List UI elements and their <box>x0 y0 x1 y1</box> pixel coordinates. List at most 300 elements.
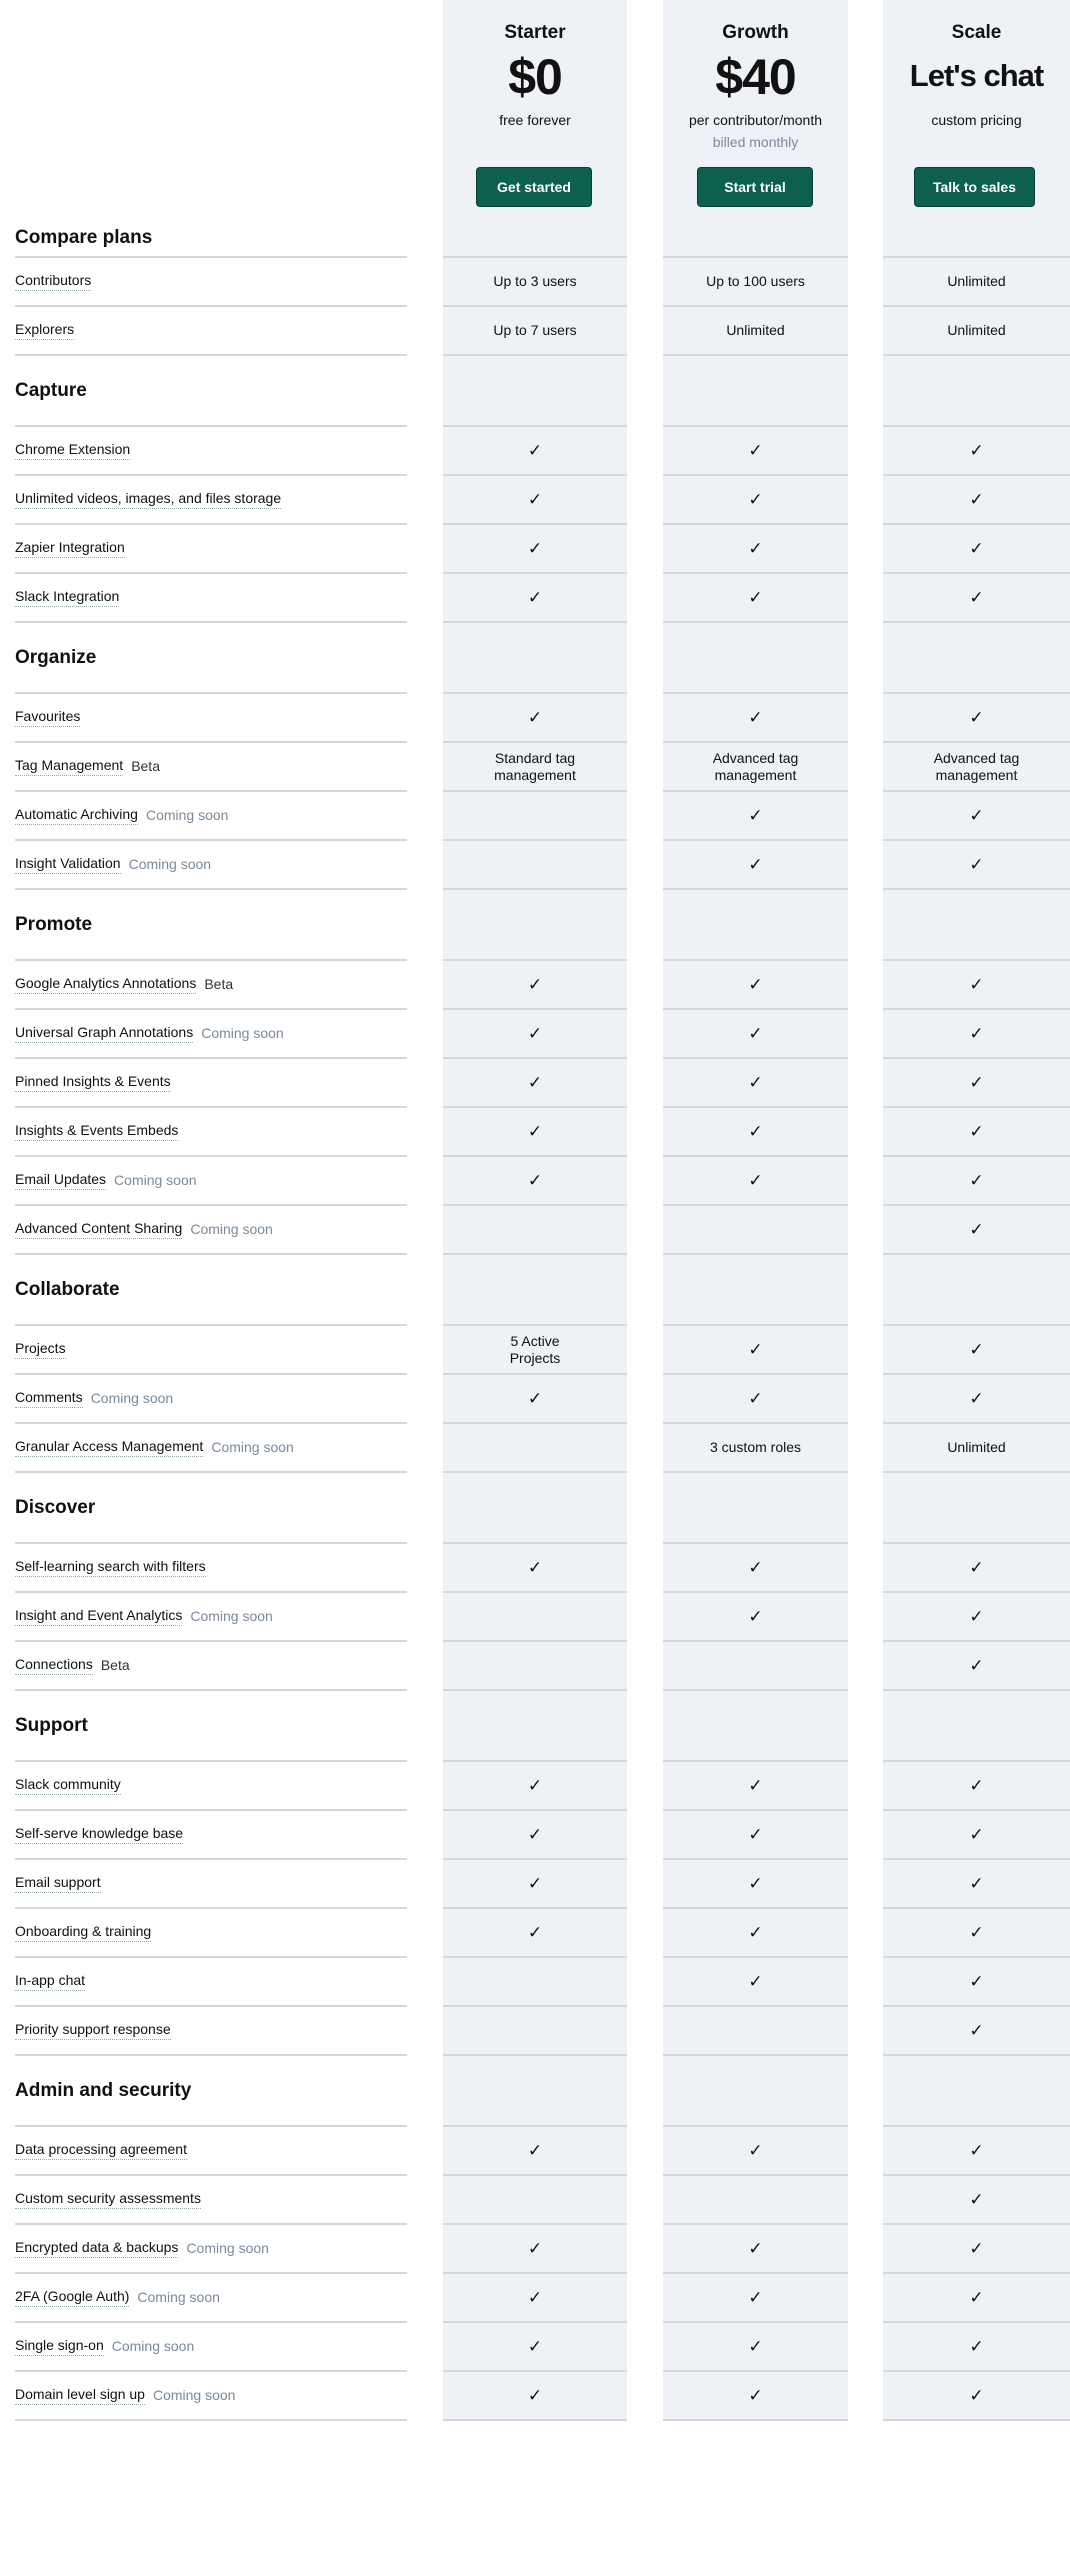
plan-value-scale <box>883 2176 1070 2225</box>
plan-value-starter <box>443 307 627 356</box>
feature-label <box>15 1860 407 1909</box>
feature-label <box>15 1544 407 1593</box>
plan-value-growth <box>663 476 848 525</box>
feature-name[interactable]: Tag Management <box>15 757 123 776</box>
check-icon: ✓ <box>969 588 984 607</box>
feature-name[interactable]: Pinned Insights & Events <box>15 1073 171 1092</box>
plan-price: $40 <box>715 49 796 105</box>
plan-value-scale <box>883 1010 1070 1059</box>
plan-value-starter <box>443 743 627 792</box>
check-icon: ✓ <box>969 2021 984 2040</box>
table-row <box>0 476 1070 525</box>
feature-label <box>15 2274 407 2323</box>
table-row <box>0 1593 1070 1642</box>
check-icon: ✓ <box>969 539 984 558</box>
feature-label <box>15 2176 407 2225</box>
plan-value-starter <box>443 2274 627 2323</box>
table-row <box>0 1811 1070 1860</box>
plan-value-starter <box>443 1326 627 1375</box>
plan-name: Scale <box>951 22 1002 43</box>
plan-value-scale <box>883 1593 1070 1642</box>
plan-value-growth <box>663 1206 848 1255</box>
plan-value-scale <box>883 2323 1070 2372</box>
check-icon: ✓ <box>748 1024 763 1043</box>
feature-label <box>15 2127 407 2176</box>
value-text: Unlimited <box>947 1439 1006 1455</box>
feature-name[interactable]: Google Analytics Annotations <box>15 975 196 994</box>
plan-value-scale <box>883 574 1070 623</box>
feature-label <box>15 476 407 525</box>
plan-value-growth <box>663 427 848 476</box>
section-cell <box>883 1691 1070 1762</box>
table-row <box>0 1157 1070 1206</box>
check-icon: ✓ <box>527 1122 543 1141</box>
plan-value-scale <box>883 2127 1070 2176</box>
feature-label <box>15 1642 407 1691</box>
plan-value-scale <box>883 2225 1070 2274</box>
check-icon: ✓ <box>748 1776 763 1795</box>
check-icon: ✓ <box>969 1171 984 1190</box>
plan-value-growth <box>663 2176 848 2225</box>
section-header <box>0 1255 1070 1326</box>
table-row <box>0 427 1070 476</box>
plan-value-growth <box>663 2007 848 2056</box>
check-icon: ✓ <box>748 975 763 994</box>
plan-value-starter <box>443 841 627 890</box>
check-icon: ✓ <box>969 1923 984 1942</box>
plan-value-starter <box>443 2176 627 2225</box>
section-title: Compare plans <box>15 218 407 258</box>
table-row <box>0 1642 1070 1691</box>
get-started-button[interactable]: Get started <box>476 167 592 207</box>
feature-label <box>15 2007 407 2056</box>
plan-value-scale <box>883 1206 1070 1255</box>
check-icon: ✓ <box>527 2288 543 2307</box>
check-icon: ✓ <box>748 588 763 607</box>
feature-name[interactable]: Email Updates <box>15 1171 106 1190</box>
check-icon: ✓ <box>969 708 984 727</box>
table-row <box>0 1544 1070 1593</box>
table-row <box>0 307 1070 356</box>
table-row <box>0 2007 1070 2056</box>
check-icon: ✓ <box>527 2386 543 2405</box>
feature-label <box>15 1326 407 1375</box>
plan-value-starter <box>443 792 627 841</box>
plan-value-growth <box>663 1424 848 1473</box>
plan-value-growth <box>663 1642 848 1691</box>
plan-value-growth <box>663 1108 848 1157</box>
feature-name[interactable]: 2FA (Google Auth) <box>15 2288 129 2307</box>
feature-label <box>15 961 407 1010</box>
plan-value-growth <box>663 2372 848 2421</box>
feature-label <box>15 1593 407 1642</box>
plan-value-growth <box>663 2274 848 2323</box>
plan-value-scale <box>883 427 1070 476</box>
section-cell <box>883 890 1070 961</box>
plan-price: $0 <box>508 49 562 105</box>
section-title: Support <box>15 1691 407 1762</box>
check-icon: ✓ <box>527 2337 543 2356</box>
feature-label <box>15 1424 407 1473</box>
feature-name[interactable]: Contributors <box>15 272 91 291</box>
feature-label <box>15 427 407 476</box>
check-icon: ✓ <box>748 2337 763 2356</box>
plan-value-scale <box>883 1108 1070 1157</box>
check-icon: ✓ <box>969 1122 984 1141</box>
value-text: Unlimited <box>726 322 785 338</box>
section-cell <box>443 218 627 258</box>
feature-name[interactable]: Slack Integration <box>15 588 119 607</box>
table-row <box>0 2127 1070 2176</box>
check-icon: ✓ <box>969 1024 984 1043</box>
plan-name: Growth <box>722 22 789 43</box>
check-icon: ✓ <box>969 1656 984 1675</box>
section-cell <box>883 356 1070 427</box>
feature-name[interactable]: Insight and Event Analytics <box>15 1607 182 1626</box>
coming-soon-badge: Coming soon <box>90 1390 174 1406</box>
check-icon: ✓ <box>748 1972 763 1991</box>
table-row <box>0 1206 1070 1255</box>
plan-value-starter <box>443 1108 627 1157</box>
plan-value-starter <box>443 2127 627 2176</box>
plan-value-growth <box>663 1375 848 1424</box>
section-cell <box>883 2056 1070 2127</box>
plan-value-starter <box>443 574 627 623</box>
check-icon: ✓ <box>527 1024 543 1043</box>
feature-label <box>15 841 407 890</box>
plan-subtitle: custom pricing <box>931 112 1022 128</box>
table-row <box>0 2176 1070 2225</box>
section-header <box>0 1691 1070 1762</box>
plan-value-growth <box>663 307 848 356</box>
feature-label <box>15 2225 407 2274</box>
beta-badge: Beta <box>204 976 234 992</box>
plan-value-growth <box>663 2225 848 2274</box>
section-cell <box>663 356 848 427</box>
value-text: Up to 7 users <box>493 322 577 338</box>
plan-value-scale <box>883 694 1070 743</box>
plan-value-growth <box>663 574 848 623</box>
feature-name[interactable]: Advanced Content Sharing <box>15 1220 182 1239</box>
plan-subtitle: free forever <box>499 112 571 128</box>
feature-name[interactable]: Granular Access Management <box>15 1438 203 1457</box>
plan-value-starter <box>443 1811 627 1860</box>
plan-value-starter <box>443 1059 627 1108</box>
check-icon: ✓ <box>748 1340 763 1359</box>
table-row <box>0 1375 1070 1424</box>
feature-name[interactable]: Encrypted data & backups <box>15 2239 178 2258</box>
section-cell <box>883 1255 1070 1326</box>
table-row <box>0 525 1070 574</box>
section-cell <box>663 1691 848 1762</box>
plan-value-scale <box>883 792 1070 841</box>
feature-name[interactable]: Comments <box>15 1389 83 1408</box>
plan-value-starter <box>443 1958 627 2007</box>
feature-name[interactable]: Favourites <box>15 708 80 727</box>
check-icon: ✓ <box>969 2288 984 2307</box>
feature-label <box>15 1059 407 1108</box>
value-text: Unlimited <box>947 273 1006 289</box>
plan-value-starter <box>443 1206 627 1255</box>
plan-value-starter <box>443 1593 627 1642</box>
plan-value-starter <box>443 1544 627 1593</box>
plan-value-scale <box>883 1958 1070 2007</box>
feature-label <box>15 258 407 307</box>
feature-name[interactable]: Custom security assessments <box>15 2190 201 2209</box>
coming-soon-badge: Coming soon <box>201 1025 284 1041</box>
table-row <box>0 743 1070 792</box>
check-icon: ✓ <box>527 588 543 607</box>
coming-soon-badge: Coming soon <box>211 1439 294 1455</box>
check-icon: ✓ <box>969 975 984 994</box>
plan-value-starter <box>443 1010 627 1059</box>
plan-price: Let's chat <box>909 58 1044 93</box>
plan-value-starter <box>443 258 627 307</box>
feature-name[interactable]: Projects <box>15 1340 66 1359</box>
feature-name[interactable]: Single sign-on <box>15 2337 104 2356</box>
section-cell <box>663 623 848 694</box>
feature-label <box>15 694 407 743</box>
feature-name[interactable]: Chrome Extension <box>15 441 130 460</box>
section-cell <box>663 2056 848 2127</box>
plan-value-scale <box>883 1544 1070 1593</box>
beta-badge: Beta <box>100 1657 130 1673</box>
plan-value-growth <box>663 792 848 841</box>
feature-name[interactable]: In-app chat <box>15 1972 85 1991</box>
section-cell <box>443 1473 627 1544</box>
plan-value-scale <box>883 1059 1070 1108</box>
check-icon: ✓ <box>969 1825 984 1844</box>
feature-name[interactable]: Onboarding & training <box>15 1923 151 1942</box>
section-cell <box>443 1691 627 1762</box>
check-icon: ✓ <box>748 1073 763 1092</box>
plan-value-growth <box>663 258 848 307</box>
plan-value-scale <box>883 1375 1070 1424</box>
plan-value-starter <box>443 1762 627 1811</box>
plan-value-scale <box>883 2007 1070 2056</box>
table-row <box>0 258 1070 307</box>
check-icon: ✓ <box>527 708 543 727</box>
table-row <box>0 2323 1070 2372</box>
coming-soon-badge: Coming soon <box>111 2338 195 2354</box>
check-icon: ✓ <box>527 1389 543 1408</box>
check-icon: ✓ <box>527 1825 543 1844</box>
feature-name[interactable]: Data processing agreement <box>15 2141 187 2160</box>
plan-value-starter <box>443 961 627 1010</box>
feature-name[interactable]: Email support <box>15 1874 101 1893</box>
coming-soon-badge: Coming soon <box>190 1221 273 1237</box>
plan-value-growth <box>663 961 848 1010</box>
check-icon: ✓ <box>748 490 763 509</box>
feature-label <box>15 1909 407 1958</box>
check-icon: ✓ <box>969 1389 984 1408</box>
plan-value-scale <box>883 2274 1070 2323</box>
section-title: Collaborate <box>15 1255 407 1326</box>
feature-name[interactable]: Insight Validation <box>15 855 121 874</box>
check-icon: ✓ <box>969 1340 984 1359</box>
check-icon: ✓ <box>748 1825 763 1844</box>
coming-soon-badge: Coming soon <box>114 1172 197 1188</box>
coming-soon-badge: Coming soon <box>145 807 229 823</box>
check-icon: ✓ <box>748 2288 763 2307</box>
check-icon: ✓ <box>969 2386 984 2405</box>
value-text: Unlimited <box>947 322 1006 338</box>
check-icon: ✓ <box>748 1122 763 1141</box>
plan-value-starter <box>443 2372 627 2421</box>
plan-value-growth <box>663 743 848 792</box>
feature-name[interactable]: Self-learning search with filters <box>15 1558 206 1577</box>
plan-value-growth <box>663 1157 848 1206</box>
start-trial-button[interactable]: Start trial <box>697 167 813 207</box>
section-header <box>0 890 1070 961</box>
feature-label <box>15 792 407 841</box>
section-cell <box>443 890 627 961</box>
section-cell <box>443 1255 627 1326</box>
check-icon: ✓ <box>748 2239 763 2258</box>
feature-name[interactable]: Explorers <box>15 321 74 340</box>
value-text: Up to 100 users <box>706 273 805 289</box>
plan-value-scale <box>883 1860 1070 1909</box>
feature-name[interactable]: Domain level sign up <box>15 2386 145 2405</box>
table-row <box>0 1108 1070 1157</box>
plan-value-scale <box>883 1424 1070 1473</box>
section-cell <box>883 218 1070 258</box>
table-row <box>0 1424 1070 1473</box>
feature-label <box>15 574 407 623</box>
feature-label <box>15 1375 407 1424</box>
plan-value-growth <box>663 1762 848 1811</box>
feature-name[interactable]: Connections <box>15 1656 93 1675</box>
feature-name[interactable]: Insights & Events Embeds <box>15 1122 178 1141</box>
check-icon: ✓ <box>969 441 984 460</box>
plan-value-growth <box>663 841 848 890</box>
section-header <box>0 356 1070 427</box>
feature-name[interactable]: Universal Graph Annotations <box>15 1024 193 1043</box>
check-icon: ✓ <box>969 1558 984 1577</box>
check-icon: ✓ <box>969 855 984 874</box>
feature-name[interactable]: Unlimited videos, images, and files storage <box>15 490 281 509</box>
check-icon: ✓ <box>748 2386 763 2405</box>
section-title: Capture <box>15 356 407 427</box>
talk-to-sales-button[interactable]: Talk to sales <box>914 167 1035 207</box>
feature-label <box>15 1010 407 1059</box>
check-icon: ✓ <box>748 1923 763 1942</box>
feature-name[interactable]: Zapier Integration <box>15 539 125 558</box>
check-icon: ✓ <box>969 2239 984 2258</box>
check-icon: ✓ <box>748 855 763 874</box>
plan-value-growth <box>663 1811 848 1860</box>
coming-soon-badge: Coming soon <box>128 856 212 872</box>
plan-value-starter <box>443 2007 627 2056</box>
check-icon: ✓ <box>748 1389 763 1408</box>
table-row <box>0 1059 1070 1108</box>
plan-value-growth <box>663 1059 848 1108</box>
plan-value-growth <box>663 525 848 574</box>
section-header <box>0 1473 1070 1544</box>
feature-name[interactable]: Priority support response <box>15 2021 171 2040</box>
check-icon: ✓ <box>969 2190 984 2209</box>
feature-label <box>15 1108 407 1157</box>
section-cell <box>883 1473 1070 1544</box>
section-cell <box>663 890 848 961</box>
comparison-table <box>0 218 1070 2421</box>
section-header <box>0 623 1070 694</box>
feature-label <box>15 1762 407 1811</box>
plan-value-scale <box>883 476 1070 525</box>
value-text: Advanced tag management <box>712 749 799 783</box>
coming-soon-badge: Coming soon <box>137 2289 220 2305</box>
feature-label <box>15 2323 407 2372</box>
check-icon: ✓ <box>527 539 543 558</box>
coming-soon-badge: Coming soon <box>186 2240 269 2256</box>
plan-value-starter <box>443 1157 627 1206</box>
table-row <box>0 1909 1070 1958</box>
check-icon: ✓ <box>527 1874 543 1893</box>
table-row <box>0 2372 1070 2421</box>
value-text: 3 custom roles <box>709 1439 802 1455</box>
feature-name[interactable]: Self-serve knowledge base <box>15 1825 183 1844</box>
check-icon: ✓ <box>748 441 763 460</box>
check-icon: ✓ <box>748 539 763 558</box>
value-text: 5 Active Projects <box>509 1332 561 1366</box>
plan-value-scale <box>883 525 1070 574</box>
plan-value-starter <box>443 1860 627 1909</box>
plan-value-starter <box>443 427 627 476</box>
feature-name[interactable]: Automatic Archiving <box>15 806 138 825</box>
plan-value-starter <box>443 2323 627 2372</box>
plan-value-growth <box>663 1593 848 1642</box>
plan-value-scale <box>883 1642 1070 1691</box>
plan-value-scale <box>883 961 1070 1010</box>
table-row <box>0 1860 1070 1909</box>
plan-value-growth <box>663 1326 848 1375</box>
feature-label <box>15 1206 407 1255</box>
check-icon: ✓ <box>527 1171 543 1190</box>
section-title: Promote <box>15 890 407 961</box>
plan-value-starter <box>443 1424 627 1473</box>
check-icon: ✓ <box>527 1776 543 1795</box>
section-cell <box>883 623 1070 694</box>
value-text: Standard tag management <box>494 749 576 783</box>
section-header <box>0 2056 1070 2127</box>
check-icon: ✓ <box>527 2239 543 2258</box>
feature-name[interactable]: Slack community <box>15 1776 121 1795</box>
check-icon: ✓ <box>748 1874 763 1893</box>
plan-value-scale <box>883 1762 1070 1811</box>
check-icon: ✓ <box>969 1874 984 1893</box>
feature-label <box>15 2372 407 2421</box>
plan-subtitle: per contributor/month <box>688 112 823 128</box>
check-icon: ✓ <box>969 490 984 509</box>
check-icon: ✓ <box>748 1558 763 1577</box>
plan-name: Starter <box>504 22 566 43</box>
section-title: Admin and security <box>15 2056 407 2127</box>
plan-value-starter <box>443 694 627 743</box>
section-title: Discover <box>15 1473 407 1544</box>
plan-value-growth <box>663 2127 848 2176</box>
plan-value-starter <box>443 476 627 525</box>
table-row <box>0 694 1070 743</box>
plan-value-scale <box>883 1811 1070 1860</box>
plan-value-growth <box>663 2323 848 2372</box>
check-icon: ✓ <box>969 2141 984 2160</box>
plan-value-scale <box>883 743 1070 792</box>
section-cell <box>663 218 848 258</box>
plan-value-scale <box>883 2372 1070 2421</box>
section-title: Organize <box>15 623 407 694</box>
check-icon: ✓ <box>748 1171 763 1190</box>
check-icon: ✓ <box>748 2141 763 2160</box>
